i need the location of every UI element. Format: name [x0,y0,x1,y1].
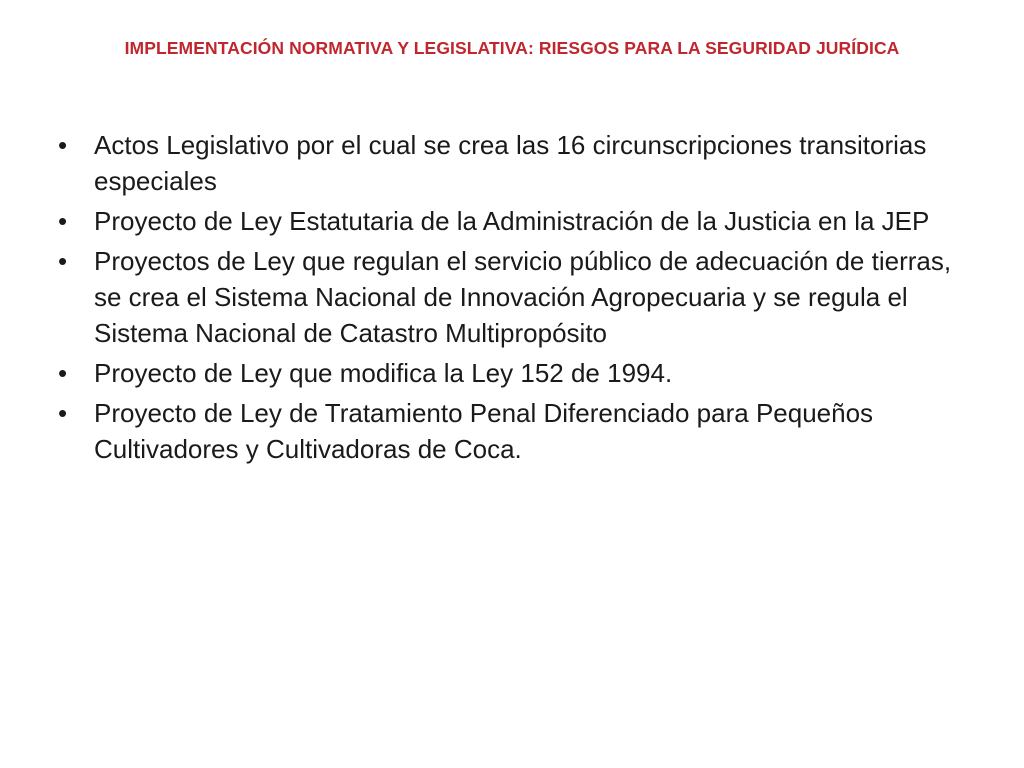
bullet-item-1 [58,127,983,199]
slide-title: IMPLEMENTACIÓN NORMATIVA Y LEGISLATIVA: RIESGOS PARA LA SEGURIDAD JURÍDICA [124,38,900,58]
bullet-text: Proyecto de Ley que modifica la Ley 152 de 1994. [94,358,673,388]
bullet-item-3 [58,243,983,351]
bullet-dot-icon: • [58,398,68,428]
bullet-text: Proyectos de Ley que regulan el servicio público de adecuación de tierras, se crea el Sistema Nacional de Innovación Agropecuaria y se regula el Sistema Nacional de Catastro Multipropósito [94,246,952,348]
bullet-item-5 [58,395,983,467]
bullet-text: Proyecto de Ley Estatutaria de la Administración de la Justicia en la JEP [94,206,930,236]
bullet-dot-icon: • [58,130,68,160]
bullet-text: Proyecto de Ley de Tratamiento Penal Diferenciado para Pequeños Cultivadores y Cultivadoras de Coca. [94,398,874,464]
bullet-item-2 [58,203,983,239]
bullet-dot-icon: • [58,206,68,236]
bullet-dot-icon: • [58,246,68,276]
bullet-text: Actos Legislativo por el cual se crea las 16 circunscripciones transitorias especiales [94,130,927,196]
bullet-item-4 [58,355,983,391]
bullet-list [58,127,983,471]
bullet-dot-icon: • [58,358,68,388]
